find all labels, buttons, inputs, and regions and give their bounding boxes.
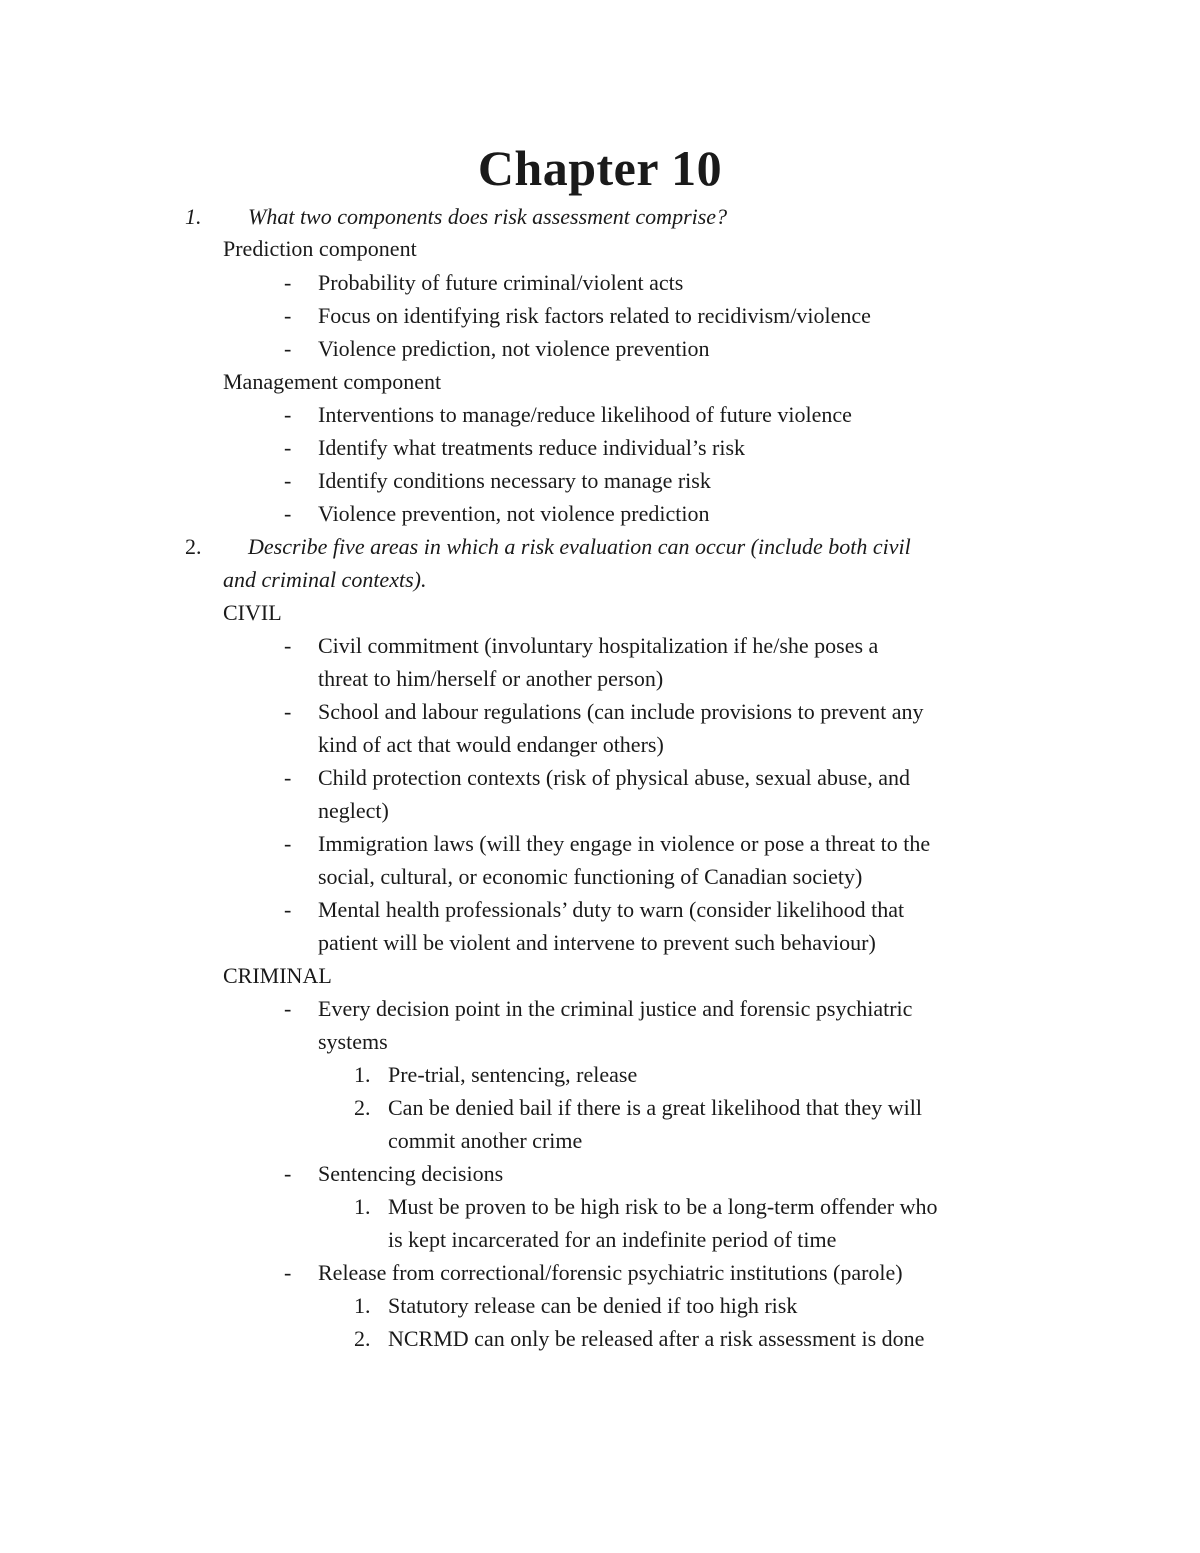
sub-item-number: 2. — [354, 1326, 371, 1351]
bullet-dash: - — [284, 501, 292, 526]
bullet-dash: - — [284, 468, 292, 493]
bullet-dash: - — [284, 303, 292, 328]
sub-item-number: 1. — [354, 1293, 371, 1318]
sub-item-number: 2. — [354, 1095, 371, 1120]
bullet-dash: - — [284, 699, 292, 724]
management-item: Violence prevention, not violence prediction — [318, 501, 710, 526]
sub-item-number: 1. — [354, 1194, 371, 1219]
criminal-item: Sentencing decisions — [318, 1161, 504, 1186]
criminal-sub-item: NCRMD can only be released after a risk assessment is done — [388, 1326, 925, 1351]
prediction-heading: Prediction component — [223, 236, 417, 261]
criminal-sub-item: Can be denied bail if there is a great likelihood that they will — [388, 1095, 922, 1120]
civil-item: School and labour regulations (can include provisions to prevent any — [318, 699, 924, 724]
bullet-dash: - — [284, 831, 292, 856]
criminal-item-continued: systems — [318, 1029, 388, 1054]
bullet-dash: - — [284, 336, 292, 361]
civil-item-continued: threat to him/herself or another person) — [318, 666, 664, 691]
question-2-text-line1: Describe five areas in which a risk evaluation can occur (include both civil — [248, 534, 911, 559]
question-2-text-line2: and criminal contexts). — [223, 567, 427, 592]
prediction-item: Focus on identifying risk factors related to recidivism/violence — [318, 303, 871, 328]
management-heading: Management component — [223, 369, 442, 394]
criminal-item: Release from correctional/forensic psychiatric institutions (parole) — [318, 1260, 903, 1285]
bullet-dash: - — [284, 270, 292, 295]
prediction-item: Probability of future criminal/violent acts — [318, 270, 684, 295]
question-1-text: What two components does risk assessment comprise? — [248, 204, 728, 229]
bullet-dash: - — [284, 765, 292, 790]
bullet-dash: - — [284, 897, 292, 922]
management-item: Identify what treatments reduce individual’s risk — [318, 435, 746, 460]
bullet-dash: - — [284, 996, 292, 1021]
prediction-item: Violence prediction, not violence prevention — [318, 336, 710, 361]
bullet-dash: - — [284, 435, 292, 460]
criminal-sub-item: Pre-trial, sentencing, release — [388, 1062, 638, 1087]
management-item: Identify conditions necessary to manage risk — [318, 468, 711, 493]
question-1-number: 1. — [185, 204, 202, 229]
criminal-sub-item: Must be proven to be high risk to be a long-term offender who — [388, 1194, 938, 1219]
civil-item-continued: social, cultural, or economic functioning of Canadian society) — [318, 864, 863, 889]
question-2-number: 2. — [185, 534, 202, 559]
criminal-item: Every decision point in the criminal justice and forensic psychiatric — [318, 996, 913, 1021]
civil-item: Mental health professionals’ duty to warn (consider likelihood that — [318, 897, 905, 922]
bullet-dash: - — [284, 1161, 292, 1186]
criminal-heading: CRIMINAL — [223, 963, 332, 988]
bullet-dash: - — [284, 633, 292, 658]
sub-item-number: 1. — [354, 1062, 371, 1087]
management-item: Interventions to manage/reduce likelihood of future violence — [318, 402, 852, 427]
bullet-dash: - — [284, 1260, 292, 1285]
bullet-dash: - — [284, 402, 292, 427]
civil-item-continued: neglect) — [318, 798, 389, 823]
criminal-sub-item: Statutory release can be denied if too high risk — [388, 1293, 798, 1318]
civil-item-continued: patient will be violent and intervene to prevent such behaviour) — [318, 930, 876, 955]
criminal-sub-item-continued: is kept incarcerated for an indefinite period of time — [388, 1227, 837, 1252]
civil-item-continued: kind of act that would endanger others) — [318, 732, 664, 757]
civil-item: Immigration laws (will they engage in violence or pose a threat to the — [318, 831, 931, 856]
chapter-title: Chapter 10 — [477, 140, 723, 196]
civil-heading: CIVIL — [223, 600, 282, 625]
criminal-sub-item-continued: commit another crime — [388, 1128, 583, 1153]
civil-item: Civil commitment (involuntary hospitalization if he/she poses a — [318, 633, 879, 658]
civil-item: Child protection contexts (risk of physical abuse, sexual abuse, and — [318, 765, 911, 790]
